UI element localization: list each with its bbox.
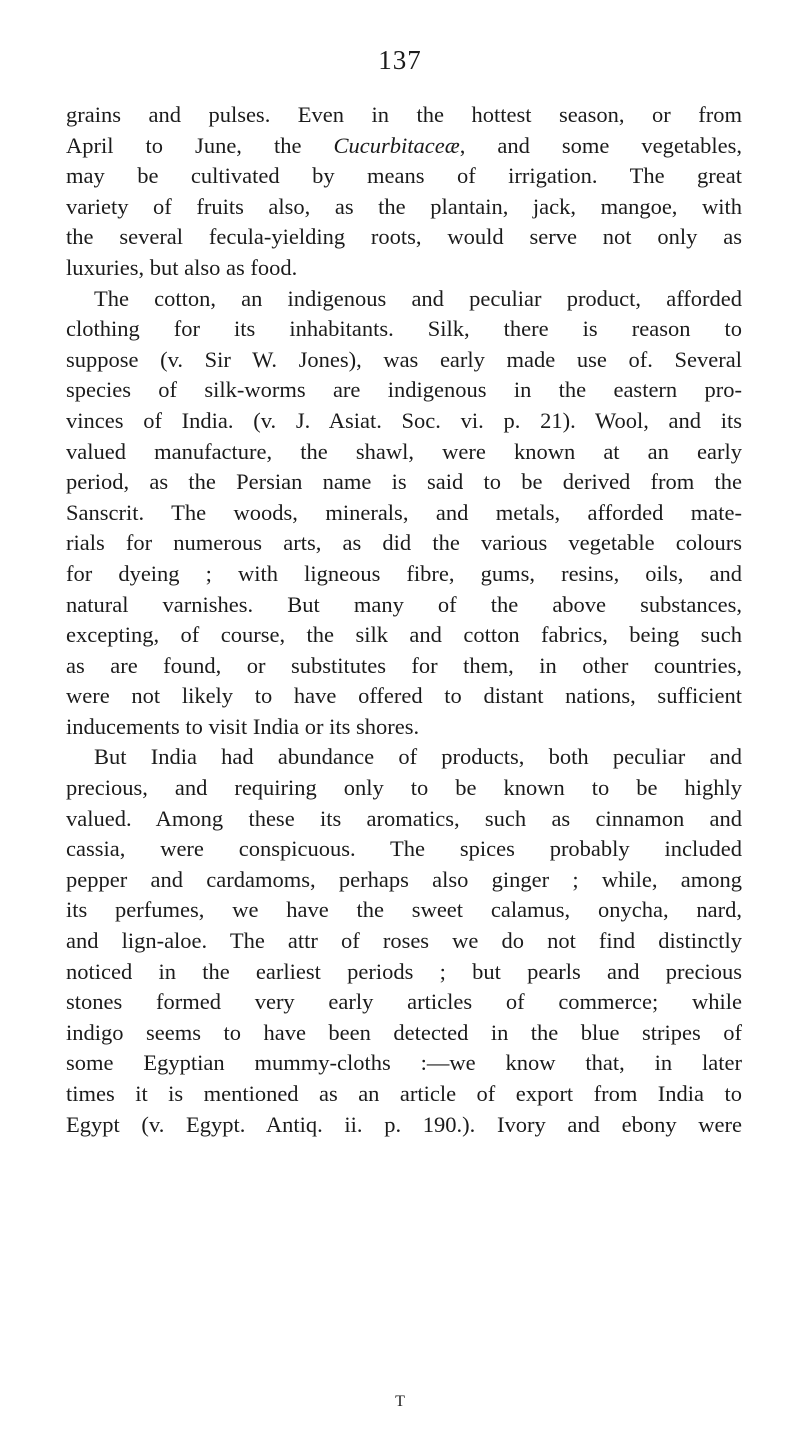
text-line: the several fecula-yielding roots, would serve not only as [66, 224, 742, 250]
text-line: April to June, the Cucurbitaceæ, and some vegetables, [66, 132, 742, 158]
text-line: may be cultivated by means of irrigation. The great [66, 163, 742, 189]
text-line: Sanscrit. The woods, minerals, and metals, afforded mate- [66, 499, 742, 525]
text-line: period, as the Persian name is said to be derived from the [66, 469, 742, 495]
text-line: cassia, were conspicuous. The spices probably included [66, 836, 742, 862]
text-line: and lign-aloe. The attr of roses we do not find distinctly [66, 928, 742, 954]
text-line: stones formed very early articles of commerce; while [66, 989, 742, 1015]
text-line: species of silk-worms are indigenous in the eastern pro- [66, 377, 742, 403]
text-line: pepper and cardamoms, perhaps also ginger ; while, among [66, 866, 742, 892]
text-line: for dyeing ; with ligneous fibre, gums, resins, oils, and [66, 560, 742, 586]
text-line: some Egyptian mummy-cloths :—we know that, in later [66, 1050, 742, 1076]
text-line: luxuries, but also as food. [66, 254, 298, 280]
text-line: valued manufacture, the shawl, were known at an early [66, 438, 742, 464]
text-line: vinces of India. (v. J. Asiat. Soc. vi. p. 21). Wool, and its [66, 407, 742, 433]
body-text [66, 100, 742, 1140]
text-line: The cotton, an indigenous and peculiar product, afforded [94, 285, 742, 311]
text-line: But India had abundance of products, both peculiar and [94, 744, 742, 770]
text-line: grains and pulses. Even in the hottest season, or from [66, 102, 742, 127]
text-line: variety of fruits also, as the plantain, jack, mangoe, with [66, 193, 742, 219]
text-line: times it is mentioned as an article of export from India to [66, 1081, 742, 1106]
signature-mark: T [395, 1393, 405, 1410]
text-line: as are found, or substitutes for them, in other countries, [66, 652, 742, 678]
text-line: its perfumes, we have the sweet calamus, onycha, nard, [66, 897, 742, 923]
text-line: were not likely to have offered to distant nations, sufficient [66, 683, 742, 709]
text-line: valued. Among these its aromatics, such as cinnamon and [66, 805, 742, 831]
text-line: clothing for its inhabitants. Silk, there is reason to [66, 316, 742, 342]
text-line: noticed in the earliest periods ; but pearls and precious [66, 958, 742, 984]
text-line: Egypt (v. Egypt. Antiq. ii. p. 190.). Ivory and ebony were [66, 1111, 742, 1137]
text-line: precious, and requiring only to be known to be highly [66, 775, 742, 801]
italic-term: Cucurbitaceæ [333, 132, 460, 158]
text-line: natural varnishes. But many of the above substances, [66, 591, 742, 617]
text-line: indigo seems to have been detected in the blue stripes of [66, 1019, 742, 1045]
text-line: inducements to visit India or its shores. [66, 713, 420, 739]
text-line: rials for numerous arts, as did the various vegetable colours [66, 530, 742, 556]
text-line: suppose (v. Sir W. Jones), was early made use of. Several [66, 346, 742, 372]
page-number: 137 [378, 45, 422, 75]
text-line: excepting, of course, the silk and cotton fabrics, being such [66, 622, 742, 648]
